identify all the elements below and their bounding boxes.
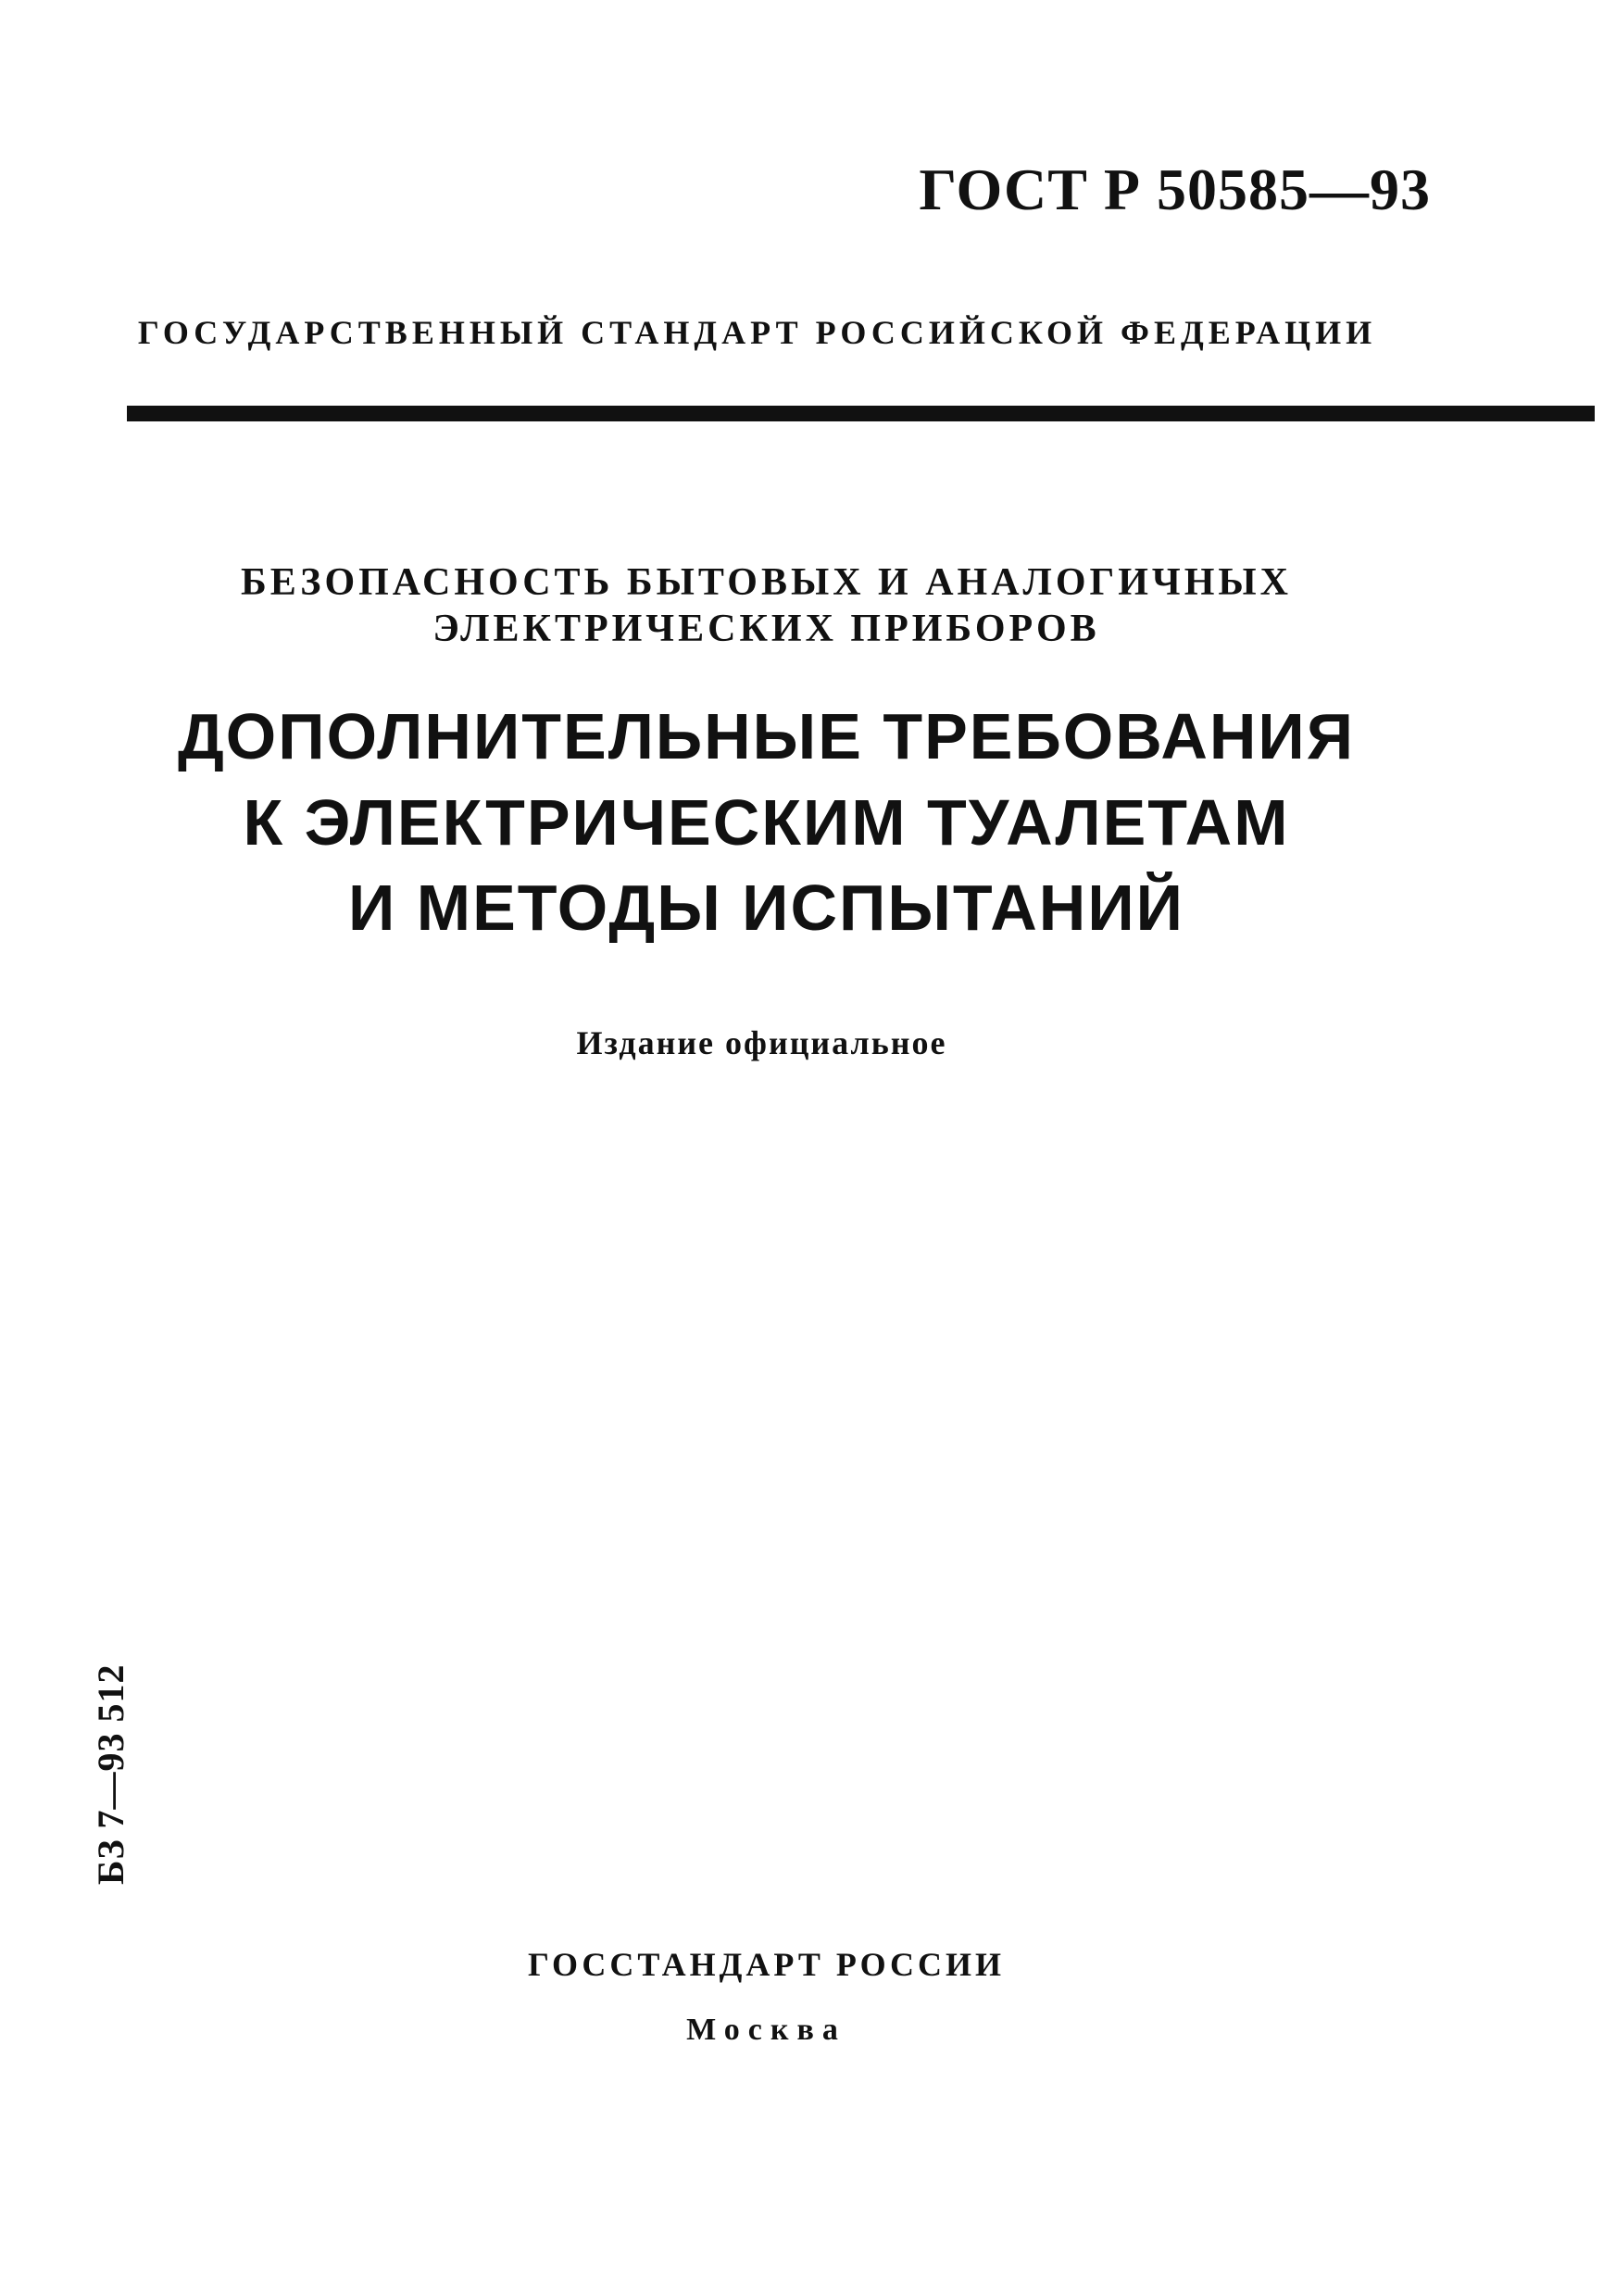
side-catalog-code: БЗ 7—93 512 [90,1663,132,1885]
series-title-line-2: ЭЛЕКТРИЧЕСКИХ ПРИБОРОВ [432,608,1100,650]
edition-label: Издание официальное [576,1024,947,1061]
publisher-name: ГОССТАНДАРТ РОССИИ [527,1946,1006,1983]
main-title-line-3: И МЕТОДЫ ИСПЫТАНИЙ [348,872,1184,944]
publisher-city: Москва [686,2013,846,2047]
state-standard-heading: ГОСУДАРСТВЕННЫЙ СТАНДАРТ РОССИЙСКОЙ ФЕДЕРАЦИИ [137,314,1377,351]
header-divider [127,406,1595,421]
document-number: ГОСТ Р 50585—93 [919,157,1431,222]
main-title-line-2: К ЭЛЕКТРИЧЕСКИМ ТУАЛЕТАМ [243,786,1290,859]
series-title-line-1: БЕЗОПАСНОСТЬ БЫТОВЫХ И АНАЛОГИЧНЫХ [241,561,1292,604]
main-title-line-1: ДОПОЛНИТЕЛЬНЫЕ ТРЕБОВАНИЯ [177,700,1356,772]
